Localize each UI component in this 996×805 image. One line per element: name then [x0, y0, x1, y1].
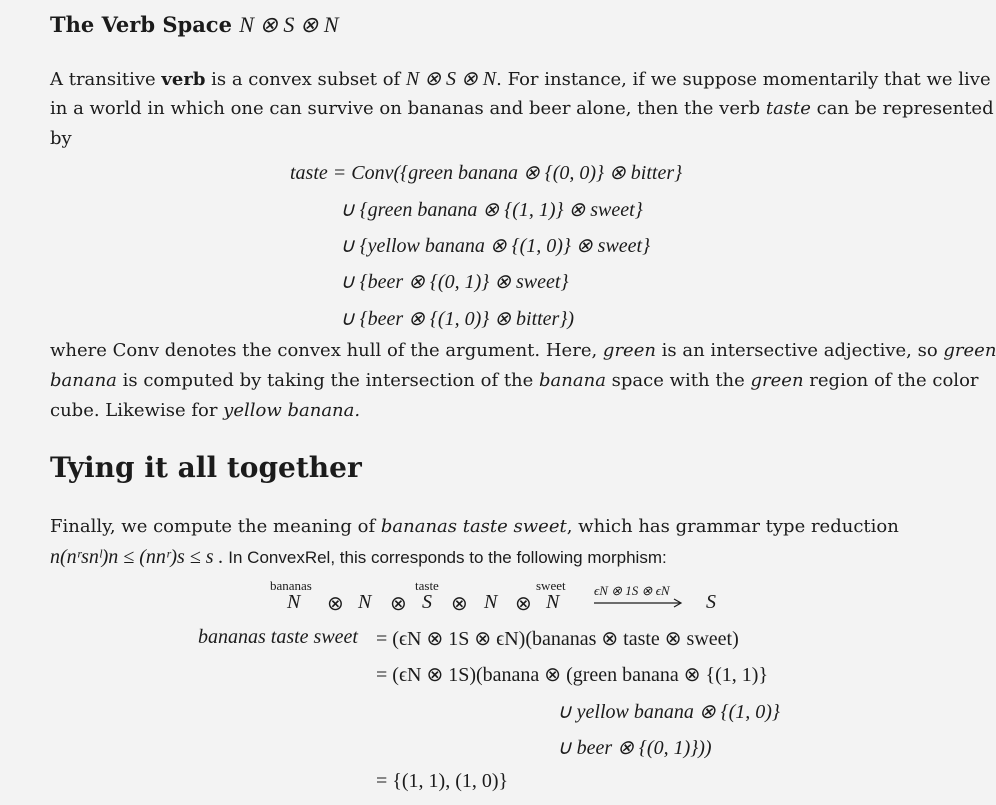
para2-line1 [50, 336, 996, 366]
morph-tensor4: ⊗ [515, 593, 532, 615]
morph-tensor1: ⊗ [327, 593, 344, 615]
morph-n4: N [546, 591, 560, 613]
morph-s1: S [422, 591, 432, 613]
text-span: is a convex subset of [205, 69, 406, 90]
italic-term: banana [539, 370, 606, 391]
comp-line2: = (ϵN ⊗ 1S)(banana ⊗ (green banana ⊗ {(1, 1)} [376, 664, 769, 686]
equation-line3: ∪ {yellow banana ⊗ {(1, 0)} ⊗ sweet} [340, 235, 651, 257]
equation-line4: ∪ {beer ⊗ {(0, 1)} ⊗ sweet} [340, 271, 569, 293]
morph-n2: N [358, 591, 372, 613]
text-span: region of the color [803, 370, 979, 391]
text-span: , which has grammar type reduction [566, 516, 899, 537]
text-span: is computed by taking the intersection of the [116, 370, 540, 391]
heading-text: The Verb Space [50, 12, 232, 37]
inline-math: n(nʳsnˡ)n ≤ (nnʳ)s ≤ s . [50, 546, 224, 568]
text-span: cube. Likewise for [50, 400, 224, 421]
comp-line1: = (ϵN ⊗ 1S ⊗ ϵN)(bananas ⊗ taste ⊗ sweet) [376, 628, 739, 650]
equation-line2: ∪ {green banana ⊗ {(1, 1)} ⊗ sweet} [340, 199, 643, 221]
morph-arrow [594, 597, 684, 609]
inline-math: N ⊗ S ⊗ N [405, 68, 497, 90]
para3-line1 [50, 512, 899, 542]
italic-term: banana [50, 370, 117, 391]
text-span: can be represented [810, 98, 994, 119]
label-taste: taste [415, 578, 439, 593]
italic-term: green [602, 340, 656, 361]
heading-math: N ⊗ S ⊗ N [239, 12, 339, 37]
arrow-label: ϵN ⊗ 1S ⊗ ϵN [594, 583, 670, 598]
bold-term: verb [161, 69, 206, 90]
para1-line3: by [50, 128, 72, 149]
text-span: where Conv denotes the convex hull of the argument. Here, [50, 340, 603, 361]
equation-line5: ∪ {beer ⊗ {(1, 0)} ⊗ bitter}) [340, 308, 574, 330]
para1-line2 [50, 94, 994, 124]
equation-lhs: taste = [290, 162, 352, 184]
para3-line2 [50, 542, 667, 573]
text-span: space with the [605, 370, 751, 391]
label-sweet: sweet [536, 578, 566, 593]
comp-lhs: bananas taste sweet [198, 626, 358, 648]
morph-tensor2: ⊗ [390, 593, 407, 615]
para2-line3 [50, 396, 360, 426]
text-span: in a world in which one can survive on bananas and beer alone, then the verb [50, 98, 766, 119]
morph-tensor3: ⊗ [451, 593, 468, 615]
comp-line3: ∪ yellow banana ⊗ {(1, 0)} [557, 701, 780, 723]
equation-rhs: Conv({green banana ⊗ {(0, 0)} ⊗ bitter} [351, 162, 683, 184]
section-heading [50, 12, 339, 38]
italic-term: bananas taste sweet [380, 516, 567, 537]
italic-term: green [943, 340, 996, 361]
text-span: Finally, we compute the meaning of [50, 516, 381, 537]
para1-line1 [50, 64, 991, 95]
comp-line4: ∪ beer ⊗ {(0, 1)})) [557, 737, 712, 759]
text-span: A transitive [50, 69, 162, 90]
morph-n1: N [287, 591, 301, 613]
label-bananas: bananas [270, 578, 312, 593]
section2-heading: Tying it all together [50, 451, 362, 484]
text-span: In ConvexRel, this corresponds to the following morphism: [223, 548, 667, 567]
italic-term: yellow banana. [223, 400, 361, 421]
para2-line2 [50, 366, 979, 396]
equation-line1 [290, 160, 682, 185]
morph-target: S [706, 591, 716, 613]
italic-term: green [750, 370, 804, 391]
italic-term: taste [765, 98, 811, 119]
text-span: . For instance, if we suppose momentarily that we live [496, 69, 991, 90]
comp-line5: = {(1, 1), (1, 0)} [376, 770, 509, 792]
morph-n3: N [484, 591, 498, 613]
text-span: is an intersective adjective, so [655, 340, 944, 361]
